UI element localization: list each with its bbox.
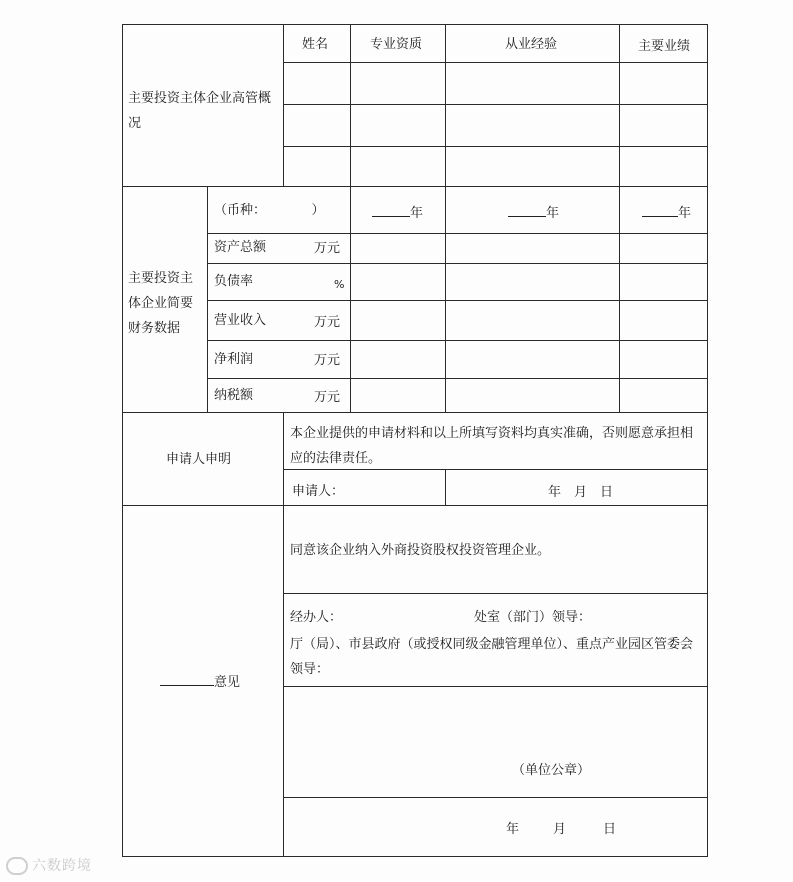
row-debt-ratio: 负债率 — [214, 274, 254, 289]
declaration-date: 年 月 日 — [548, 485, 614, 500]
row-tax: 纳税额 — [214, 388, 254, 403]
currency-field: （币种： ） — [214, 203, 325, 218]
applicant-field: 申请人： — [292, 484, 345, 499]
col-line — [445, 24, 446, 412]
row-line — [283, 686, 708, 687]
year-field-3: 年 — [642, 205, 691, 223]
opinion-date-day: 日 — [603, 822, 617, 837]
dept-leader-field: 处室（部门）领导： — [474, 610, 592, 625]
row-revenue: 营业收入 — [214, 313, 267, 328]
row-line — [207, 263, 708, 264]
row-line — [207, 378, 708, 379]
executive-overview-label: 主要投资主体企业高管概况 — [128, 91, 272, 131]
table-border-left — [122, 24, 123, 857]
leaders-field: 厅（局）、市县政府（或授权同级金融管理单位）、重点产业园区管委会领导： — [290, 637, 694, 677]
table-border-bottom — [122, 856, 708, 857]
row-line — [283, 104, 708, 105]
col-line — [283, 24, 284, 186]
declaration-statement: 本企业提供的申请材料和以上所填写资料均真实准确，否则愿意承担相应的法律责任。 — [290, 426, 694, 466]
section-line — [122, 505, 708, 506]
unit-revenue: 万元 — [314, 315, 341, 330]
unit-tax: 万元 — [314, 390, 341, 405]
watermark-logo-icon — [6, 857, 28, 875]
opinion-label: 意见 — [160, 674, 240, 692]
applicant-declaration-label: 申请人申明 — [166, 452, 232, 467]
header-name: 姓名 — [302, 37, 329, 52]
header-achievements: 主要业绩 — [638, 39, 691, 54]
col-line — [207, 186, 208, 412]
section-line — [122, 412, 708, 413]
agree-statement: 同意该企业纳入外商投资股权投资管理企业。 — [290, 543, 551, 558]
unit-total-assets: 万元 — [314, 241, 341, 256]
col-line — [350, 24, 351, 412]
row-line — [283, 797, 708, 798]
row-line — [283, 62, 708, 63]
watermark: 六数跨境 — [6, 855, 92, 875]
col-line — [283, 412, 284, 857]
unit-debt-ratio: % — [334, 278, 345, 291]
table-border-right — [707, 24, 708, 857]
col-line — [619, 24, 620, 412]
opinion-date-month: 月 — [553, 822, 567, 837]
header-qualification: 专业资质 — [370, 37, 423, 52]
col-line — [445, 469, 446, 505]
row-line — [283, 146, 708, 147]
opinion-date-year: 年 — [506, 822, 520, 837]
row-line — [207, 300, 708, 301]
unit-net-profit: 万元 — [314, 353, 341, 368]
table-border-top — [122, 24, 708, 25]
year-field-1: 年 — [372, 205, 423, 223]
row-line — [283, 593, 708, 594]
section-line — [122, 186, 708, 187]
year-field-2: 年 — [508, 205, 559, 223]
unit-seal: （单位公章） — [512, 763, 591, 778]
row-line — [207, 340, 708, 341]
row-net-profit: 净利润 — [214, 352, 254, 367]
row-line — [207, 233, 708, 234]
handler-field: 经办人： — [290, 610, 343, 625]
row-total-assets: 资产总额 — [214, 240, 267, 255]
financial-data-label: 主要投资主体企业简要财务数据 — [128, 271, 194, 336]
header-experience: 从业经验 — [505, 37, 558, 52]
